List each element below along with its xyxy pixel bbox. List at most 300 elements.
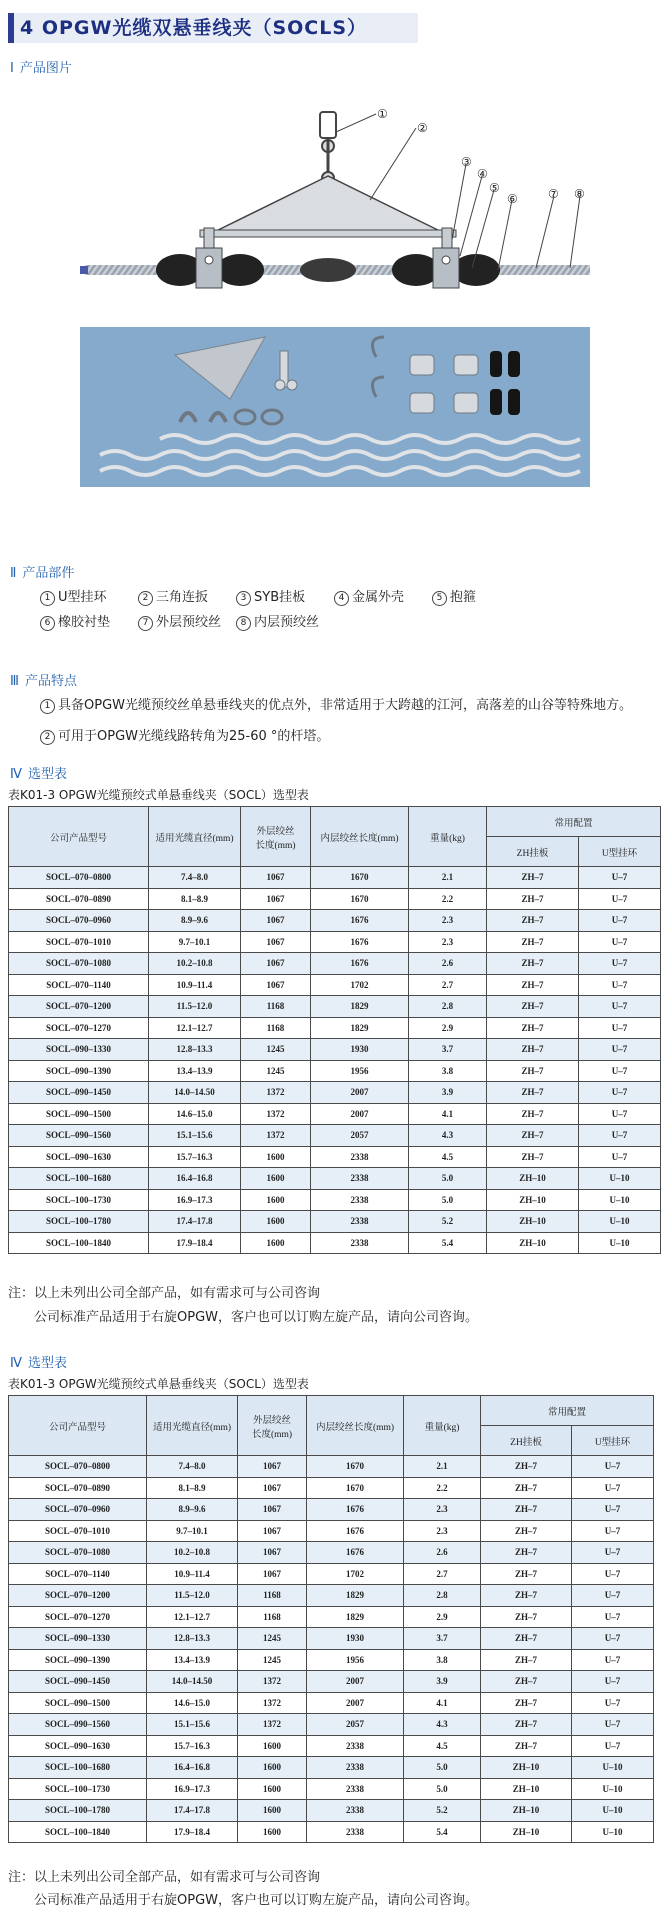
table-cell: 1168 bbox=[238, 1606, 307, 1628]
table-cell: ZH–10 bbox=[481, 1800, 572, 1822]
table-cell: ZH–7 bbox=[487, 1082, 579, 1104]
table-cell: SOCL–070–1200 bbox=[9, 1585, 147, 1607]
table-cell: 1067 bbox=[238, 1477, 307, 1499]
table-cell: 2.1 bbox=[404, 1456, 481, 1478]
table-cell: 1067 bbox=[241, 888, 311, 910]
header-u: U型挂环 bbox=[572, 1426, 654, 1456]
table-cell: U–7 bbox=[572, 1735, 654, 1757]
table-row bbox=[9, 1456, 654, 1478]
table-cell: 17.9–18.4 bbox=[149, 1232, 241, 1254]
table-cell: U–7 bbox=[579, 1017, 661, 1039]
table-cell: 2057 bbox=[307, 1714, 404, 1736]
table-cell: 8.9–9.6 bbox=[147, 1499, 238, 1521]
callout-6: ⑥ bbox=[507, 192, 518, 206]
table-row bbox=[9, 1800, 654, 1822]
table-cell: 1676 bbox=[307, 1520, 404, 1542]
table-cell: ZH–7 bbox=[481, 1649, 572, 1671]
table-row bbox=[9, 1017, 661, 1039]
table-cell: 2338 bbox=[307, 1821, 404, 1843]
table-cell: 2007 bbox=[307, 1671, 404, 1693]
table-cell: 1956 bbox=[307, 1649, 404, 1671]
table-cell: 1676 bbox=[311, 953, 409, 975]
table-cell: 1067 bbox=[241, 931, 311, 953]
table-cell: 14.0–14.50 bbox=[147, 1671, 238, 1693]
header-zh: ZH挂板 bbox=[481, 1426, 572, 1456]
table-cell: U–7 bbox=[572, 1585, 654, 1607]
table-cell: U–7 bbox=[579, 931, 661, 953]
table-cell: SOCL–070–0800 bbox=[9, 867, 149, 889]
table-row bbox=[9, 1103, 661, 1125]
table-cell: 8.1–8.9 bbox=[149, 888, 241, 910]
table-cell: ZH–7 bbox=[487, 910, 579, 932]
feature-1: 1 具备OPGW光缆预绞丝单悬垂线夹的优点外，非常适用于大跨越的江河，高落差的山谷等特殊地方。 bbox=[40, 694, 670, 714]
table-cell: 4.5 bbox=[404, 1735, 481, 1757]
clamp-body-left bbox=[156, 248, 264, 288]
table-cell: 1168 bbox=[238, 1585, 307, 1607]
table-cell: 1670 bbox=[307, 1477, 404, 1499]
table-row bbox=[9, 1585, 654, 1607]
table-cell: 2.9 bbox=[409, 1017, 487, 1039]
table-cell: 2057 bbox=[311, 1125, 409, 1147]
table-cell: 1670 bbox=[311, 867, 409, 889]
table-row bbox=[9, 1714, 654, 1736]
table-row bbox=[9, 1692, 654, 1714]
section-number: Ⅳ bbox=[10, 1356, 22, 1371]
table-cell: ZH–7 bbox=[481, 1628, 572, 1650]
table-cell: 1676 bbox=[307, 1542, 404, 1564]
table-cell: 1930 bbox=[311, 1039, 409, 1061]
table-cell: 9.7–10.1 bbox=[149, 931, 241, 953]
table-cell: ZH–7 bbox=[487, 1103, 579, 1125]
table-cell: 1372 bbox=[238, 1714, 307, 1736]
table-cell: 1245 bbox=[241, 1039, 311, 1061]
table-cell: SOCL–070–1270 bbox=[9, 1017, 149, 1039]
table-row bbox=[9, 888, 661, 910]
table-cell: 9.7–10.1 bbox=[147, 1520, 238, 1542]
table-cell: 2.2 bbox=[404, 1477, 481, 1499]
table-cell: 3.7 bbox=[404, 1628, 481, 1650]
table-cell: SOCL–070–1080 bbox=[9, 953, 149, 975]
table-cell: 3.8 bbox=[409, 1060, 487, 1082]
table-cell: SOCL–070–1140 bbox=[9, 1563, 147, 1585]
table-cell: 14.0–14.50 bbox=[149, 1082, 241, 1104]
table-cell: U–7 bbox=[579, 953, 661, 975]
table-cell: 2007 bbox=[307, 1692, 404, 1714]
table-cell: SOCL–070–1270 bbox=[9, 1606, 147, 1628]
table-cell: 1372 bbox=[241, 1103, 311, 1125]
part-item: 4 金属外壳 bbox=[334, 586, 432, 606]
table-cell: 16.9–17.3 bbox=[147, 1778, 238, 1800]
header-diameter: 适用光缆直径(mm) bbox=[149, 807, 241, 867]
table-cell: 1676 bbox=[307, 1499, 404, 1521]
table-cell: U–10 bbox=[572, 1757, 654, 1779]
table-cell: 1702 bbox=[311, 974, 409, 996]
part-item: 3 SYB挂板 bbox=[236, 586, 334, 606]
table-cell: 10.2–10.8 bbox=[149, 953, 241, 975]
table-cell: ZH–7 bbox=[481, 1714, 572, 1736]
header-outer-length: 外层绞丝 长度(mm) bbox=[238, 1396, 307, 1456]
page-title: 4 OPGW光缆双悬垂线夹（SOCLS） bbox=[8, 13, 418, 43]
table-cell: ZH–7 bbox=[481, 1563, 572, 1585]
table-cell: 2338 bbox=[307, 1735, 404, 1757]
table-cell: 2.3 bbox=[409, 910, 487, 932]
table-row bbox=[9, 931, 661, 953]
table-cell: U–7 bbox=[579, 1060, 661, 1082]
table-row bbox=[9, 910, 661, 932]
parts-list-row-2 bbox=[40, 611, 640, 631]
table-cell: 1829 bbox=[307, 1585, 404, 1607]
section-heading-images bbox=[10, 57, 72, 76]
table-cell: 1600 bbox=[241, 1232, 311, 1254]
table-cell: 2.1 bbox=[409, 867, 487, 889]
table-cell: U–10 bbox=[572, 1778, 654, 1800]
header-inner-length: 内层绞丝长度(mm) bbox=[311, 807, 409, 867]
note-1-line-1: 注：以上未列出公司全部产品，如有需求可与公司咨询 bbox=[8, 1286, 321, 1301]
table-cell: 2007 bbox=[311, 1082, 409, 1104]
table-cell: 13.4–13.9 bbox=[149, 1060, 241, 1082]
table-cell: ZH–7 bbox=[481, 1606, 572, 1628]
table-cell: 15.7–16.3 bbox=[147, 1735, 238, 1757]
table-cell: U–7 bbox=[572, 1606, 654, 1628]
table-cell: 2338 bbox=[307, 1778, 404, 1800]
table-cell: SOCL–100–1680 bbox=[9, 1757, 147, 1779]
table-caption-1: 表K01-3 OPGW光缆预绞式单悬垂线夹（SOCL）选型表 bbox=[8, 788, 309, 802]
part-item: 8 内层预绞丝 bbox=[236, 611, 334, 631]
table-cell: 1600 bbox=[238, 1778, 307, 1800]
table-row bbox=[9, 1671, 654, 1693]
section-number: Ⅰ bbox=[10, 61, 14, 76]
table-cell: 1702 bbox=[307, 1563, 404, 1585]
table-cell: ZH–7 bbox=[481, 1520, 572, 1542]
table-row bbox=[9, 1606, 654, 1628]
table-cell: 4.1 bbox=[409, 1103, 487, 1125]
section-heading-selection-1 bbox=[10, 763, 67, 782]
table-cell: 1372 bbox=[238, 1692, 307, 1714]
callout-2: ② bbox=[417, 121, 428, 135]
table-cell: 1829 bbox=[311, 996, 409, 1018]
table-cell: 17.4–17.8 bbox=[149, 1211, 241, 1233]
table-cell: 2338 bbox=[311, 1232, 409, 1254]
table-cell: 2007 bbox=[311, 1103, 409, 1125]
table-cell: U–10 bbox=[579, 1232, 661, 1254]
table-cell: SOCL–100–1680 bbox=[9, 1168, 149, 1190]
table-cell: 4.3 bbox=[404, 1714, 481, 1736]
table-cell: ZH–10 bbox=[481, 1757, 572, 1779]
table-cell: ZH–7 bbox=[481, 1585, 572, 1607]
table-row bbox=[9, 1542, 654, 1564]
table-cell: ZH–7 bbox=[487, 1039, 579, 1061]
table-cell: ZH–7 bbox=[487, 1146, 579, 1168]
table-cell: ZH–7 bbox=[481, 1499, 572, 1521]
table-cell: 4.3 bbox=[409, 1125, 487, 1147]
table-cell: 12.8–13.3 bbox=[147, 1628, 238, 1650]
selection-table-2 bbox=[8, 1395, 654, 1843]
table-cell: 10.9–11.4 bbox=[147, 1563, 238, 1585]
table-cell: ZH–10 bbox=[481, 1778, 572, 1800]
table-cell: SOCL–070–1010 bbox=[9, 931, 149, 953]
selection-table-1 bbox=[8, 806, 661, 1254]
table-cell: U–10 bbox=[579, 1168, 661, 1190]
table-row bbox=[9, 1146, 661, 1168]
part-item: 7 外层预绞丝 bbox=[138, 611, 236, 631]
table-cell: 3.9 bbox=[404, 1671, 481, 1693]
table-cell: 15.1–15.6 bbox=[147, 1714, 238, 1736]
table-cell: 1067 bbox=[241, 910, 311, 932]
table-cell: U–7 bbox=[572, 1671, 654, 1693]
callout-7: ⑦ bbox=[548, 187, 559, 201]
table-cell: 1372 bbox=[241, 1082, 311, 1104]
table-cell: 1600 bbox=[241, 1146, 311, 1168]
header-model: 公司产品型号 bbox=[9, 807, 149, 867]
table-row bbox=[9, 1060, 661, 1082]
header-zh: ZH挂板 bbox=[487, 837, 579, 867]
table-row bbox=[9, 1477, 654, 1499]
triangle-plate bbox=[208, 176, 448, 235]
table-cell: ZH–7 bbox=[481, 1735, 572, 1757]
table-cell: 1600 bbox=[238, 1800, 307, 1822]
table-cell: U–7 bbox=[579, 1103, 661, 1125]
table-cell: SOCL–090–1390 bbox=[9, 1649, 147, 1671]
table-cell: ZH–10 bbox=[487, 1189, 579, 1211]
table-cell: 10.2–10.8 bbox=[147, 1542, 238, 1564]
u-ring bbox=[320, 112, 336, 138]
table-cell: ZH–7 bbox=[487, 1125, 579, 1147]
table-row bbox=[9, 1211, 661, 1233]
section-number: Ⅲ bbox=[10, 674, 19, 689]
table-row bbox=[9, 1563, 654, 1585]
table-cell: 1600 bbox=[241, 1211, 311, 1233]
table-cell: SOCL–070–0890 bbox=[9, 1477, 147, 1499]
part-item: 6 橡胶衬垫 bbox=[40, 611, 138, 631]
table-cell: ZH–10 bbox=[487, 1211, 579, 1233]
table-cell: 17.9–18.4 bbox=[147, 1821, 238, 1843]
table-cell: SOCL–070–0890 bbox=[9, 888, 149, 910]
table-cell: ZH–7 bbox=[481, 1477, 572, 1499]
table-cell: ZH–7 bbox=[481, 1542, 572, 1564]
table-cell: ZH–7 bbox=[481, 1692, 572, 1714]
table-cell: SOCL–090–1500 bbox=[9, 1103, 149, 1125]
header-config: 常用配置 bbox=[487, 807, 661, 837]
table-row bbox=[9, 974, 661, 996]
table-cell: 11.5–12.0 bbox=[149, 996, 241, 1018]
parts-list-row-1 bbox=[40, 586, 640, 606]
table-cell: 16.4–16.8 bbox=[147, 1757, 238, 1779]
table-cell: U–10 bbox=[572, 1800, 654, 1822]
table-cell: 10.9–11.4 bbox=[149, 974, 241, 996]
section-heading-selection-2 bbox=[10, 1352, 67, 1371]
table-cell: U–7 bbox=[572, 1520, 654, 1542]
table-cell: SOCL–090–1630 bbox=[9, 1735, 147, 1757]
table-cell: 2.7 bbox=[409, 974, 487, 996]
table-cell: SOCL–090–1500 bbox=[9, 1692, 147, 1714]
header-model: 公司产品型号 bbox=[9, 1396, 147, 1456]
table-cell: U–7 bbox=[579, 1039, 661, 1061]
table-row bbox=[9, 1735, 654, 1757]
table-cell: U–7 bbox=[579, 867, 661, 889]
table-cell: SOCL–070–1080 bbox=[9, 1542, 147, 1564]
header-config: 常用配置 bbox=[481, 1396, 654, 1426]
table-cell: SOCL–070–1140 bbox=[9, 974, 149, 996]
table-cell: ZH–10 bbox=[487, 1232, 579, 1254]
table-cell: 2.3 bbox=[409, 931, 487, 953]
table-cell: 16.9–17.3 bbox=[149, 1189, 241, 1211]
table-cell: 12.1–12.7 bbox=[149, 1017, 241, 1039]
table-cell: 4.1 bbox=[404, 1692, 481, 1714]
table-cell: 1067 bbox=[241, 953, 311, 975]
table-cell: 1670 bbox=[307, 1456, 404, 1478]
table-cell: SOCL–100–1840 bbox=[9, 1232, 149, 1254]
table-cell: 16.4–16.8 bbox=[149, 1168, 241, 1190]
part-item: 2 三角连扳 bbox=[138, 586, 236, 606]
table-row bbox=[9, 1082, 661, 1104]
table-cell: 1245 bbox=[241, 1060, 311, 1082]
table-caption-2: 表K01-3 OPGW光缆预绞式单悬垂线夹（SOCL）选型表 bbox=[8, 1377, 309, 1391]
table-cell: ZH–7 bbox=[481, 1671, 572, 1693]
table-cell: ZH–7 bbox=[487, 1060, 579, 1082]
table-cell: 2.6 bbox=[404, 1542, 481, 1564]
table-cell: SOCL–090–1450 bbox=[9, 1082, 149, 1104]
table-cell: SOCL–100–1780 bbox=[9, 1800, 147, 1822]
section-number: Ⅱ bbox=[10, 566, 17, 581]
table-cell: 13.4–13.9 bbox=[147, 1649, 238, 1671]
table-cell: 2.3 bbox=[404, 1499, 481, 1521]
table-cell: U–10 bbox=[579, 1189, 661, 1211]
table-cell: SOCL–100–1780 bbox=[9, 1211, 149, 1233]
section-label: 产品部件 bbox=[22, 566, 75, 581]
table-cell: 2338 bbox=[311, 1211, 409, 1233]
table-cell: 2338 bbox=[307, 1757, 404, 1779]
table-cell: U–7 bbox=[572, 1542, 654, 1564]
section-number: Ⅳ bbox=[10, 767, 22, 782]
header-weight: 重量(kg) bbox=[409, 807, 487, 867]
table-cell: SOCL–090–1560 bbox=[9, 1714, 147, 1736]
callout-1: ① bbox=[377, 107, 388, 121]
table-cell: 1245 bbox=[238, 1649, 307, 1671]
table-cell: U–10 bbox=[579, 1211, 661, 1233]
table-cell: U–7 bbox=[572, 1499, 654, 1521]
table-cell: 3.9 bbox=[409, 1082, 487, 1104]
table-row bbox=[9, 1649, 654, 1671]
table-cell: SOCL–090–1450 bbox=[9, 1671, 147, 1693]
table-cell: 1372 bbox=[241, 1125, 311, 1147]
table-row bbox=[9, 867, 661, 889]
table-cell: ZH–7 bbox=[487, 953, 579, 975]
table-row bbox=[9, 1499, 654, 1521]
table-cell: 5.4 bbox=[404, 1821, 481, 1843]
table-cell: 17.4–17.8 bbox=[147, 1800, 238, 1822]
callout-leaders bbox=[336, 114, 580, 270]
table-cell: U–7 bbox=[572, 1477, 654, 1499]
table-cell: 5.0 bbox=[404, 1778, 481, 1800]
table-cell: 2.8 bbox=[409, 996, 487, 1018]
callout-3: ③ bbox=[461, 155, 472, 169]
table-row bbox=[9, 1821, 654, 1843]
table-cell: SOCL–090–1390 bbox=[9, 1060, 149, 1082]
header-weight: 重量(kg) bbox=[404, 1396, 481, 1456]
section-heading-features bbox=[10, 670, 77, 689]
table-row bbox=[9, 1232, 661, 1254]
table-row bbox=[9, 953, 661, 975]
table-cell: 1600 bbox=[241, 1189, 311, 1211]
table-cell: 1372 bbox=[238, 1671, 307, 1693]
table-cell: ZH–7 bbox=[481, 1456, 572, 1478]
table-cell: U–7 bbox=[579, 974, 661, 996]
part-item: 1 U型挂环 bbox=[40, 586, 138, 606]
table-row bbox=[9, 1189, 661, 1211]
table-cell: 1600 bbox=[241, 1168, 311, 1190]
table-cell: 14.6–15.0 bbox=[147, 1692, 238, 1714]
table-row bbox=[9, 1125, 661, 1147]
table-cell: 2.3 bbox=[404, 1520, 481, 1542]
table-cell: 2.8 bbox=[404, 1585, 481, 1607]
table-cell: 1067 bbox=[238, 1563, 307, 1585]
table-cell: 5.2 bbox=[404, 1800, 481, 1822]
table-cell: 7.4–8.0 bbox=[147, 1456, 238, 1478]
table-cell: 1956 bbox=[311, 1060, 409, 1082]
note-2-line-2: 公司标准产品适用于右旋OPGW，客户也可以订购左旋产品，请向公司咨询。 bbox=[34, 1893, 478, 1908]
table-row bbox=[9, 1039, 661, 1061]
section-label: 选型表 bbox=[28, 767, 68, 782]
table-cell: ZH–7 bbox=[487, 1017, 579, 1039]
table-row bbox=[9, 1520, 654, 1542]
table-cell: 8.9–9.6 bbox=[149, 910, 241, 932]
table-cell: U–7 bbox=[579, 1125, 661, 1147]
table-row bbox=[9, 1778, 654, 1800]
table-cell: 2338 bbox=[311, 1189, 409, 1211]
clamp-diagram bbox=[80, 100, 590, 300]
header-outer-length: 外层绞丝 长度(mm) bbox=[241, 807, 311, 867]
table-cell: 2338 bbox=[311, 1146, 409, 1168]
table-cell: ZH–7 bbox=[487, 867, 579, 889]
callout-5: ⑤ bbox=[489, 181, 500, 195]
header-inner-length: 内层绞丝长度(mm) bbox=[307, 1396, 404, 1456]
table-cell: 12.8–13.3 bbox=[149, 1039, 241, 1061]
table-cell: SOCL–100–1730 bbox=[9, 1778, 147, 1800]
table-cell: 1067 bbox=[241, 867, 311, 889]
table-cell: 14.6–15.0 bbox=[149, 1103, 241, 1125]
header-u: U型挂环 bbox=[579, 837, 661, 867]
table-cell: SOCL–070–0960 bbox=[9, 1499, 147, 1521]
table-cell: 1168 bbox=[241, 1017, 311, 1039]
table-cell: SOCL–090–1630 bbox=[9, 1146, 149, 1168]
note-1-line-2: 公司标准产品适用于右旋OPGW，客户也可以订购左旋产品，请向公司咨询。 bbox=[34, 1310, 478, 1325]
table-cell: ZH–10 bbox=[487, 1168, 579, 1190]
table-cell: SOCL–070–0800 bbox=[9, 1456, 147, 1478]
table-cell: SOCL–090–1330 bbox=[9, 1039, 149, 1061]
table-cell: 1067 bbox=[238, 1499, 307, 1521]
section-label: 产品图片 bbox=[19, 61, 72, 76]
table-cell: 1600 bbox=[238, 1821, 307, 1843]
table-cell: 1067 bbox=[238, 1456, 307, 1478]
table-cell: SOCL–100–1730 bbox=[9, 1189, 149, 1211]
table-cell: U–7 bbox=[572, 1456, 654, 1478]
section-label: 产品特点 bbox=[24, 674, 77, 689]
feature-2: 2 可用于OPGW光缆线路转角为25-60 °的杆塔。 bbox=[40, 725, 329, 745]
table-cell: U–7 bbox=[579, 910, 661, 932]
table-cell: 1067 bbox=[238, 1542, 307, 1564]
product-photo bbox=[80, 327, 590, 487]
table-cell: SOCL–070–0960 bbox=[9, 910, 149, 932]
table-cell: 2.2 bbox=[409, 888, 487, 910]
table-cell: U–7 bbox=[579, 1146, 661, 1168]
table-cell: U–7 bbox=[572, 1628, 654, 1650]
table-cell: 1829 bbox=[311, 1017, 409, 1039]
table-cell: 8.1–8.9 bbox=[147, 1477, 238, 1499]
table-cell: ZH–7 bbox=[487, 888, 579, 910]
part-item: 5 抱箍 bbox=[432, 586, 530, 606]
table-cell: U–7 bbox=[572, 1649, 654, 1671]
table-cell: 12.1–12.7 bbox=[147, 1606, 238, 1628]
